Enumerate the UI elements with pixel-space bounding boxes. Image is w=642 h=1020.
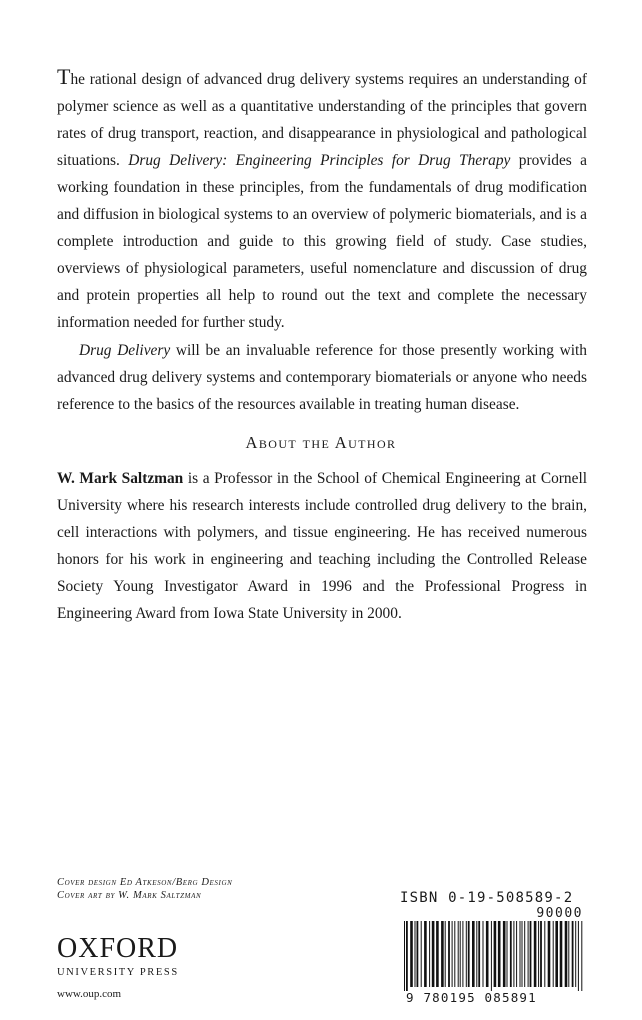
barcode-bar [544,921,545,987]
barcode-bar [458,921,459,987]
author-bio-paragraph [57,465,587,627]
barcode-bar [538,921,539,987]
publisher-logo [57,935,197,1003]
barcode-bar [404,921,405,993]
barcode-bar [436,921,439,987]
barcode-bar [507,921,508,987]
barcode-bar [460,921,461,987]
drop-cap: T [57,64,71,89]
barcode-bar [462,921,463,987]
barcode-bar [568,921,569,987]
isbn-barcode-block [400,890,586,1007]
barcode-bar [491,921,492,993]
barcode-bar [581,921,582,993]
barcode-bar [530,921,532,987]
cover-credits [57,876,232,902]
about-author-heading: About the Author [245,433,397,452]
barcode-bar [432,921,435,987]
barcode-bar [510,921,512,987]
price-code: 90000 [536,906,583,921]
barcode-bar [448,921,450,987]
barcode-bar [429,921,430,987]
barcode-bar [472,921,475,987]
description-paragraph-1 [57,66,587,336]
isbn-number: ISBN 0-19-508589-2 [400,890,574,906]
barcode-bar [516,921,517,987]
author-name: W. Mark Saltzman [57,470,184,487]
cover-art-credit: Cover art by W. Mark Saltzman [57,890,202,901]
barcode-bar [441,921,444,987]
barcode-image [400,921,586,993]
barcode-bar [468,921,470,987]
cover-design-credit: Cover design Ed Atkeson/Berg Design [57,877,233,888]
barcode-bar [520,921,521,987]
barcode-bar [498,921,501,987]
barcode-bar [478,921,480,987]
book-title-italic: Drug Delivery: Engineering Principles for Drug Therapy [128,152,511,169]
barcode-bar [578,921,579,993]
barcode-bar [483,921,484,987]
barcode-bar [522,921,523,987]
barcode-bar [417,921,419,987]
description-text-1a: he rational design of advanced drug delivery systems requires an understanding of polymer science as well as a quantitative understanding of the principles that govern rates of drug transport, reaction, and disappearance in physiological and pathological situations. [57,71,587,169]
barcode-bar [528,921,529,987]
publisher-press: UNIVERSITY PRESS [57,967,179,978]
description-text-2: will be an invaluable reference for those presently working with advanced drug delivery systems and contemporary biomaterials or anyone who needs reference to the basics of the resources available in treating human disease. [57,342,588,413]
barcode-bar [524,921,525,987]
barcode-area [400,907,586,1007]
barcode-bar [534,921,537,987]
publisher-name: OXFORD [57,933,179,964]
barcode-bar [406,921,408,993]
barcode-bar [454,921,455,987]
barcode-bar [466,921,467,987]
barcode-bar [494,921,497,987]
barcode-bar [503,921,506,987]
barcode-bar [452,921,453,987]
description-text-1b: provides a working foundation in these principles, from the fundamentals of drug modification and diffusion in biological systems to an overview of polymeric biomaterials, and is a complete introduction and guide to this growing field of study. Case studies, overviews of physiological parameters, useful nomenclature and discussion of drug and protein properties all help to round out the text and complete the necessary information needed for further study. [57,152,587,331]
short-title-italic: Drug Delivery [79,342,171,359]
barcode-bar [415,921,416,987]
barcode-bar [410,921,413,987]
barcode-bar [486,921,489,987]
book-description [57,66,587,418]
barcode-bar [513,921,514,987]
barcode-bar [540,921,542,987]
barcode-bar [565,921,568,987]
barcode-bar [421,921,422,987]
description-paragraph-2 [57,337,587,418]
barcode-bar [555,921,558,987]
barcode-bar [553,921,554,987]
barcode-bar [560,921,563,987]
barcode-bar [548,921,551,987]
barcode-bar [424,921,427,987]
ean-digits: 9 780195 085891 [400,991,592,1005]
barcode-bar [575,921,576,987]
barcode-bar [476,921,477,987]
author-bio [57,465,587,627]
author-bio-text: is a Professor in the School of Chemical Engineering at Cornell University where his research interests include controlled drug delivery to the brain, cell interactions with polymers, and tissue engineering. He has received numerous honors for his work in engineering and teaching including the Controlled Release Society Young Investigator Award in 1996 and the Professional Progress in Engineering Award from Iowa State University in 2000. [57,470,587,622]
barcode-bar [445,921,446,987]
barcode-bar [572,921,574,987]
publisher-website[interactable]: www.oup.com [57,988,122,1000]
